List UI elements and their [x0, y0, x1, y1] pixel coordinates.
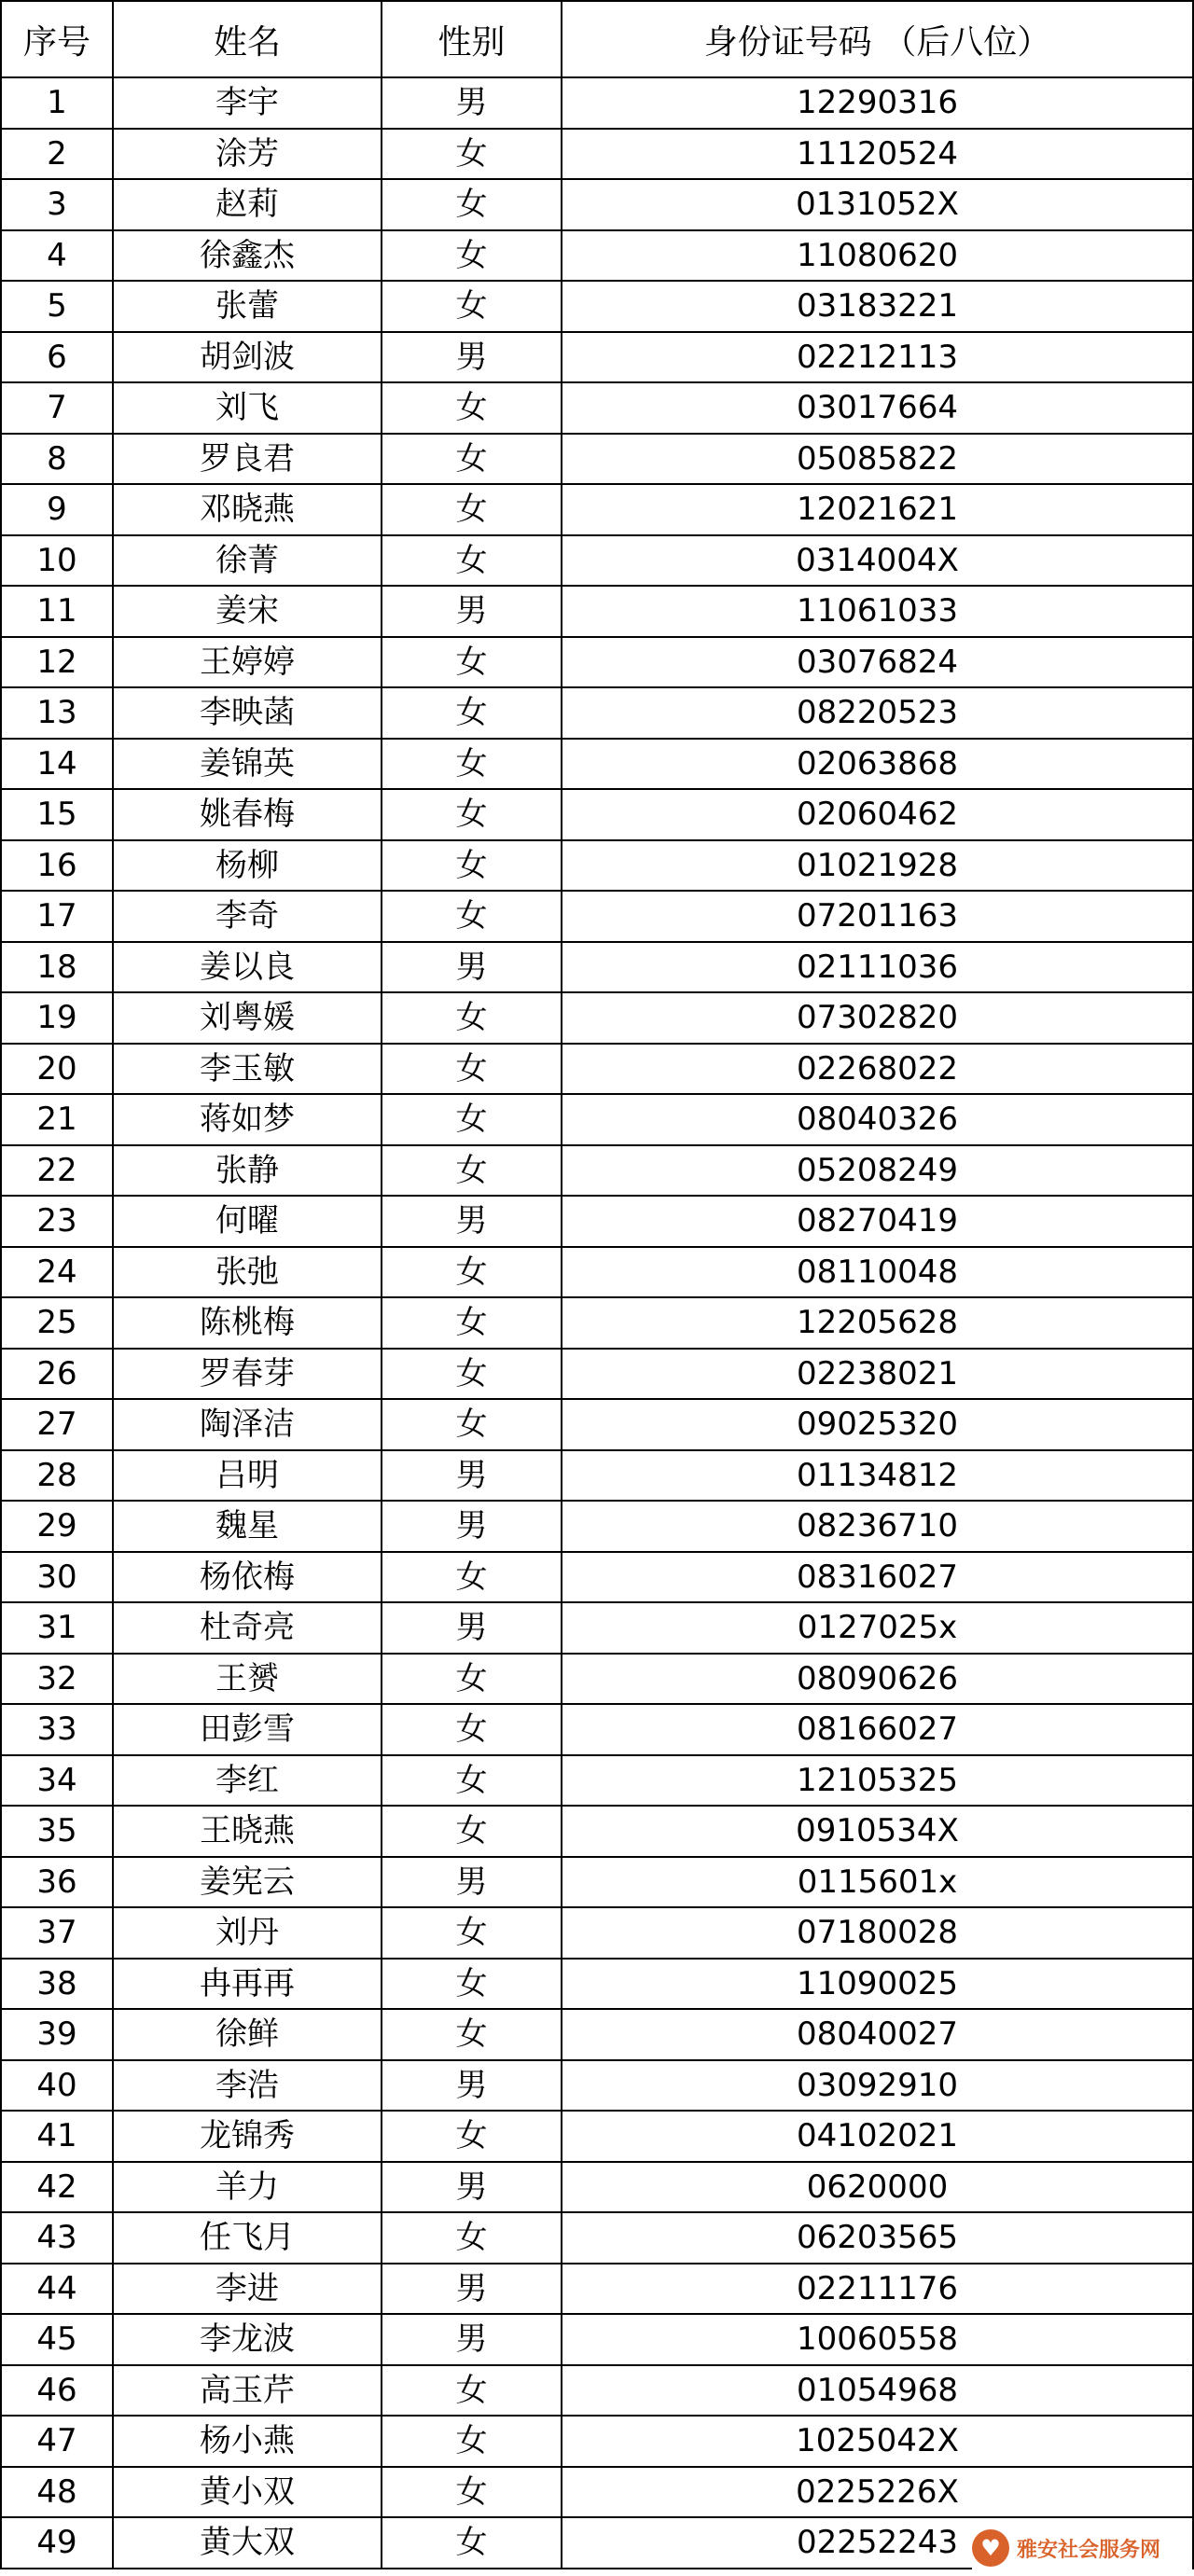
cell-serial-number: 33: [1, 1704, 113, 1755]
cell-id-number: 06203565: [562, 2212, 1193, 2264]
cell-serial-number: 24: [1, 1247, 113, 1298]
cell-serial-number: 37: [1, 1907, 113, 1959]
cell-gender: 女: [382, 891, 562, 942]
table-body: [1, 77, 1193, 2569]
table-header: [1, 1, 1193, 77]
cell-gender: 男: [382, 1602, 562, 1654]
cell-serial-number: 4: [1, 230, 113, 282]
cell-id-number: 01021928: [562, 840, 1193, 892]
table-row: [1, 281, 1193, 332]
cell-gender: 女: [382, 2009, 562, 2060]
cell-gender: 男: [382, 332, 562, 383]
cell-id-number: 08166027: [562, 1704, 1193, 1755]
cell-gender: 女: [382, 179, 562, 230]
cell-id-number: 08270419: [562, 1196, 1193, 1247]
table-row: [1, 1450, 1193, 1502]
cell-name: 徐鑫杰: [113, 230, 382, 282]
cell-name: 蒋如梦: [113, 1094, 382, 1145]
cell-name: 吕明: [113, 1450, 382, 1502]
cell-serial-number: 7: [1, 382, 113, 434]
cell-name: 姜以良: [113, 942, 382, 993]
cell-id-number: 03076824: [562, 637, 1193, 688]
table-row: [1, 789, 1193, 840]
cell-name: 李龙波: [113, 2314, 382, 2365]
cell-name: 刘飞: [113, 382, 382, 434]
table-row: [1, 586, 1193, 637]
cell-serial-number: 32: [1, 1654, 113, 1705]
table-row: [1, 891, 1193, 942]
cell-gender: 男: [382, 2314, 562, 2365]
cell-id-number: 02238021: [562, 1349, 1193, 1400]
table-row: [1, 179, 1193, 230]
cell-id-number: 08110048: [562, 1247, 1193, 1298]
cell-gender: 女: [382, 687, 562, 739]
table-row: [1, 1094, 1193, 1145]
cell-gender: 女: [382, 1704, 562, 1755]
cell-name: 杨柳: [113, 840, 382, 892]
cell-gender: 女: [382, 1959, 562, 2010]
table-row: [1, 1704, 1193, 1755]
table-row: [1, 2212, 1193, 2264]
cell-id-number: 05085822: [562, 434, 1193, 485]
cell-serial-number: 30: [1, 1552, 113, 1603]
cell-gender: 女: [382, 1044, 562, 1095]
cell-id-number: 01054968: [562, 2365, 1193, 2417]
cell-gender: 女: [382, 1145, 562, 1197]
cell-gender: 女: [382, 739, 562, 790]
table-row: [1, 1907, 1193, 1959]
cell-serial-number: 21: [1, 1094, 113, 1145]
cell-serial-number: 8: [1, 434, 113, 485]
table-row: [1, 2111, 1193, 2162]
cell-id-number: 11061033: [562, 586, 1193, 637]
cell-gender: 女: [382, 2416, 562, 2467]
table-row: [1, 637, 1193, 688]
cell-serial-number: 40: [1, 2060, 113, 2112]
cell-serial-number: 10: [1, 535, 113, 587]
table-row: [1, 992, 1193, 1044]
watermark-text: 雅安社会服务网: [1017, 2538, 1161, 2562]
table-row: [1, 2416, 1193, 2467]
cell-name: 李浩: [113, 2060, 382, 2112]
cell-serial-number: 6: [1, 332, 113, 383]
cell-serial-number: 20: [1, 1044, 113, 1095]
table-row: [1, 230, 1193, 282]
cell-gender: 女: [382, 637, 562, 688]
cell-gender: 女: [382, 281, 562, 332]
cell-name: 李红: [113, 1755, 382, 1807]
cell-id-number: 04102021: [562, 2111, 1193, 2162]
header-row: [1, 1, 1193, 77]
cell-gender: 女: [382, 1349, 562, 1400]
table-row: [1, 739, 1193, 790]
cell-name: 涂芳: [113, 129, 382, 180]
cell-name: 姜锦英: [113, 739, 382, 790]
cell-id-number: 12290316: [562, 77, 1193, 129]
table-row: [1, 1349, 1193, 1400]
cell-name: 李玉敏: [113, 1044, 382, 1095]
cell-serial-number: 44: [1, 2264, 113, 2315]
cell-serial-number: 45: [1, 2314, 113, 2365]
cell-id-number: 01134812: [562, 1450, 1193, 1502]
cell-serial-number: 49: [1, 2517, 113, 2569]
cell-serial-number: 2: [1, 129, 113, 180]
cell-serial-number: 29: [1, 1501, 113, 1552]
cell-name: 任飞月: [113, 2212, 382, 2264]
cell-id-number: 02063868: [562, 739, 1193, 790]
cell-gender: 女: [382, 1399, 562, 1450]
table-row: [1, 2060, 1193, 2112]
heart-icon: ♥: [972, 2529, 1009, 2567]
cell-gender: 女: [382, 1552, 562, 1603]
table-row: [1, 1044, 1193, 1095]
cell-id-number: 02060462: [562, 789, 1193, 840]
cell-id-number: 03017664: [562, 382, 1193, 434]
cell-gender: 女: [382, 484, 562, 535]
table-row: [1, 1654, 1193, 1705]
cell-id-number: 08090626: [562, 1654, 1193, 1705]
table-row: [1, 77, 1193, 129]
cell-serial-number: 26: [1, 1349, 113, 1400]
table-row: [1, 382, 1193, 434]
header-id-number: 身份证号码 （后八位）: [562, 1, 1193, 77]
cell-name: 田彭雪: [113, 1704, 382, 1755]
cell-serial-number: 18: [1, 942, 113, 993]
cell-serial-number: 16: [1, 840, 113, 892]
cell-name: 王赟: [113, 1654, 382, 1705]
cell-serial-number: 27: [1, 1399, 113, 1450]
cell-gender: 女: [382, 2111, 562, 2162]
header-serial-number: 序号: [1, 1, 113, 77]
cell-gender: 女: [382, 1654, 562, 1705]
cell-gender: 男: [382, 2060, 562, 2112]
cell-gender: 男: [382, 586, 562, 637]
cell-gender: 男: [382, 2264, 562, 2315]
cell-id-number: 0115601x: [562, 1857, 1193, 1908]
cell-serial-number: 35: [1, 1806, 113, 1857]
cell-id-number: 02211176: [562, 2264, 1193, 2315]
cell-gender: 男: [382, 1501, 562, 1552]
cell-serial-number: 12: [1, 637, 113, 688]
table-row: [1, 840, 1193, 892]
header-name: 姓名: [113, 1, 382, 77]
cell-serial-number: 46: [1, 2365, 113, 2417]
cell-id-number: 0620000: [562, 2162, 1193, 2213]
cell-id-number: 12105325: [562, 1755, 1193, 1807]
cell-id-number: 11120524: [562, 129, 1193, 180]
cell-gender: 男: [382, 1450, 562, 1502]
cell-serial-number: 13: [1, 687, 113, 739]
cell-serial-number: 47: [1, 2416, 113, 2467]
cell-id-number: 12205628: [562, 1297, 1193, 1349]
cell-id-number: 02111036: [562, 942, 1193, 993]
cell-id-number: 12021621: [562, 484, 1193, 535]
cell-id-number: 02212113: [562, 332, 1193, 383]
cell-serial-number: 15: [1, 789, 113, 840]
cell-gender: 男: [382, 942, 562, 993]
cell-serial-number: 17: [1, 891, 113, 942]
cell-serial-number: 14: [1, 739, 113, 790]
cell-id-number: 03092910: [562, 2060, 1193, 2112]
cell-serial-number: 42: [1, 2162, 113, 2213]
table-row: [1, 687, 1193, 739]
cell-name: 李奇: [113, 891, 382, 942]
table-row: [1, 1501, 1193, 1552]
cell-serial-number: 23: [1, 1196, 113, 1247]
cell-serial-number: 5: [1, 281, 113, 332]
cell-gender: 男: [382, 77, 562, 129]
cell-gender: 女: [382, 1297, 562, 1349]
cell-id-number: 08236710: [562, 1501, 1193, 1552]
cell-id-number: 03183221: [562, 281, 1193, 332]
cell-id-number: 09025320: [562, 1399, 1193, 1450]
cell-name: 姜宋: [113, 586, 382, 637]
cell-id-number: 08316027: [562, 1552, 1193, 1603]
cell-serial-number: 38: [1, 1959, 113, 2010]
cell-id-number: 08040326: [562, 1094, 1193, 1145]
cell-gender: 女: [382, 2365, 562, 2417]
cell-serial-number: 22: [1, 1145, 113, 1197]
cell-name: 陈桃梅: [113, 1297, 382, 1349]
cell-gender: 女: [382, 992, 562, 1044]
table-row: [1, 129, 1193, 180]
cell-name: 冉再再: [113, 1959, 382, 2010]
cell-serial-number: 43: [1, 2212, 113, 2264]
cell-serial-number: 34: [1, 1755, 113, 1807]
cell-gender: 女: [382, 1907, 562, 1959]
cell-name: 杨依梅: [113, 1552, 382, 1603]
table-row: [1, 2264, 1193, 2315]
table-row: [1, 1959, 1193, 2010]
cell-gender: 女: [382, 789, 562, 840]
cell-serial-number: 25: [1, 1297, 113, 1349]
table-row: [1, 2365, 1193, 2417]
table-row: [1, 1399, 1193, 1450]
cell-name: 张静: [113, 1145, 382, 1197]
cell-name: 姚春梅: [113, 789, 382, 840]
cell-name: 徐鲜: [113, 2009, 382, 2060]
cell-id-number: 07201163: [562, 891, 1193, 942]
cell-id-number: 02268022: [562, 1044, 1193, 1095]
cell-serial-number: 3: [1, 179, 113, 230]
table-row: [1, 2314, 1193, 2365]
table-row: [1, 1602, 1193, 1654]
cell-name: 李进: [113, 2264, 382, 2315]
cell-serial-number: 41: [1, 2111, 113, 2162]
cell-name: 刘丹: [113, 1907, 382, 1959]
cell-name: 何曜: [113, 1196, 382, 1247]
cell-id-number: 0127025x: [562, 1602, 1193, 1654]
cell-id-number: 08040027: [562, 2009, 1193, 2060]
table-row: [1, 2009, 1193, 2060]
cell-gender: 女: [382, 535, 562, 587]
cell-serial-number: 19: [1, 992, 113, 1044]
cell-name: 羊力: [113, 2162, 382, 2213]
table-row: [1, 484, 1193, 535]
cell-serial-number: 9: [1, 484, 113, 535]
table-row: [1, 535, 1193, 587]
cell-name: 李宇: [113, 77, 382, 129]
cell-serial-number: 36: [1, 1857, 113, 1908]
cell-name: 赵莉: [113, 179, 382, 230]
cell-name: 高玉芹: [113, 2365, 382, 2417]
cell-name: 罗良君: [113, 434, 382, 485]
table-row: [1, 1145, 1193, 1197]
cell-gender: 女: [382, 382, 562, 434]
cell-gender: 女: [382, 230, 562, 282]
cell-id-number: 0314004X: [562, 535, 1193, 587]
cell-name: 王晓燕: [113, 1806, 382, 1857]
table-row: [1, 942, 1193, 993]
cell-serial-number: 11: [1, 586, 113, 637]
cell-name: 胡剑波: [113, 332, 382, 383]
cell-gender: 女: [382, 1755, 562, 1807]
cell-serial-number: 28: [1, 1450, 113, 1502]
cell-id-number: 0131052X: [562, 179, 1193, 230]
cell-id-number: 07302820: [562, 992, 1193, 1044]
table-row: [1, 1297, 1193, 1349]
cell-id-number: 11090025: [562, 1959, 1193, 2010]
cell-name: 徐菁: [113, 535, 382, 587]
cell-name: 刘粤媛: [113, 992, 382, 1044]
header-gender: 性别: [382, 1, 562, 77]
cell-gender: 女: [382, 2212, 562, 2264]
cell-name: 杨小燕: [113, 2416, 382, 2467]
table-row: [1, 1755, 1193, 1807]
cell-name: 黄大双: [113, 2517, 382, 2569]
table-row: [1, 1247, 1193, 1298]
cell-gender: 女: [382, 1247, 562, 1298]
cell-name: 邓晓燕: [113, 484, 382, 535]
cell-gender: 女: [382, 2517, 562, 2569]
cell-serial-number: 48: [1, 2467, 113, 2518]
cell-name: 黄小双: [113, 2467, 382, 2518]
cell-id-number: 0225226X: [562, 2467, 1193, 2518]
cell-serial-number: 39: [1, 2009, 113, 2060]
cell-serial-number: 1: [1, 77, 113, 129]
cell-gender: 女: [382, 840, 562, 892]
cell-name: 姜宪云: [113, 1857, 382, 1908]
cell-name: 张蕾: [113, 281, 382, 332]
cell-id-number: 05208249: [562, 1145, 1193, 1197]
table-row: [1, 1552, 1193, 1603]
table-row: [1, 2162, 1193, 2213]
cell-id-number: 08220523: [562, 687, 1193, 739]
cell-id-number: 0910534X: [562, 1806, 1193, 1857]
cell-name: 王婷婷: [113, 637, 382, 688]
table-row: [1, 1857, 1193, 1908]
cell-name: 罗春芽: [113, 1349, 382, 1400]
cell-name: 张弛: [113, 1247, 382, 1298]
cell-gender: 女: [382, 1806, 562, 1857]
cell-gender: 女: [382, 129, 562, 180]
cell-name: 杜奇亮: [113, 1602, 382, 1654]
cell-id-number: 1025042X: [562, 2416, 1193, 2467]
cell-gender: 女: [382, 2467, 562, 2518]
cell-gender: 女: [382, 434, 562, 485]
cell-id-number: 11080620: [562, 230, 1193, 282]
table-row: [1, 1196, 1193, 1247]
cell-name: 李映菡: [113, 687, 382, 739]
cell-id-number: 02252243: [562, 2517, 1193, 2569]
table-row: [1, 1806, 1193, 1857]
table-row: [1, 2467, 1193, 2518]
cell-id-number: 10060558: [562, 2314, 1193, 2365]
table-row: [1, 434, 1193, 485]
cell-serial-number: 31: [1, 1602, 113, 1654]
cell-gender: 女: [382, 1094, 562, 1145]
cell-gender: 男: [382, 1196, 562, 1247]
site-watermark: [972, 2524, 1192, 2572]
cell-name: 龙锦秀: [113, 2111, 382, 2162]
cell-gender: 男: [382, 1857, 562, 1908]
table-row: [1, 332, 1193, 383]
cell-gender: 男: [382, 2162, 562, 2213]
cell-id-number: 07180028: [562, 1907, 1193, 1959]
cell-name: 陶泽洁: [113, 1399, 382, 1450]
cell-name: 魏星: [113, 1501, 382, 1552]
